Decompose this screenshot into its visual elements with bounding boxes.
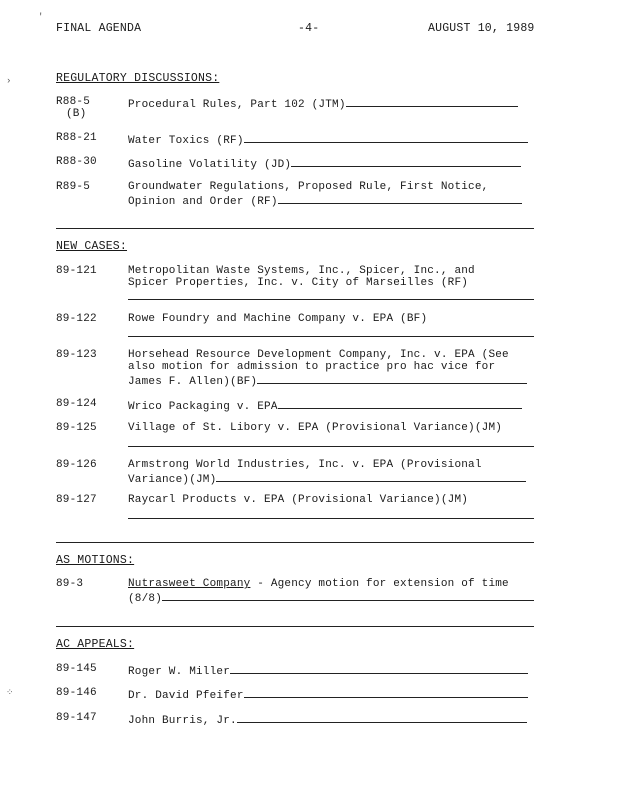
agenda-item — [128, 422, 502, 434]
signature-line — [128, 446, 534, 447]
item-text: Variance)(JM) — [128, 474, 217, 486]
item-number: 89-127 — [56, 494, 97, 506]
header-title: FINAL AGENDA — [56, 22, 142, 35]
section-title-as-motions: AS MOTIONS: — [56, 554, 135, 567]
item-number: R88-21 — [56, 132, 97, 144]
item-number: R88-30 — [56, 156, 97, 168]
signature-line — [128, 518, 534, 519]
agenda-item — [128, 687, 528, 702]
item-text: Rowe Foundry and Machine Company v. EPA (BF) — [128, 313, 428, 325]
signature-line — [128, 336, 534, 337]
item-number: 89-123 — [56, 349, 97, 361]
signature-line — [291, 156, 521, 167]
item-text: Horsehead Resource Development Company, Inc. v. EPA (See — [128, 349, 509, 361]
item-number: 89-145 — [56, 663, 97, 675]
signature-line — [237, 712, 527, 723]
item-number: 89-122 — [56, 313, 97, 325]
item-text-underlined: Nutrasweet Company — [128, 578, 251, 590]
scan-speck: › — [6, 76, 12, 86]
agenda-item — [128, 459, 526, 486]
item-text: Groundwater Regulations, Proposed Rule, First Notice, — [128, 181, 489, 193]
scan-speck: ' — [38, 12, 44, 22]
item-number: 89-126 — [56, 459, 97, 471]
signature-line — [244, 687, 528, 698]
agenda-item — [128, 663, 528, 678]
section-title-regulatory: REGULATORY DISCUSSIONS: — [56, 72, 220, 85]
item-text: John Burris, Jr. — [128, 715, 237, 727]
signature-line — [216, 471, 526, 482]
agenda-item — [128, 712, 527, 727]
signature-line — [278, 398, 522, 409]
agenda-item — [128, 349, 527, 388]
item-number: 89-121 — [56, 265, 97, 277]
item-text: Roger W. Miller — [128, 666, 231, 678]
agenda-item — [128, 265, 475, 289]
item-number: R89-5 — [56, 181, 91, 193]
divider — [56, 626, 534, 627]
item-text: Opinion and Order (RF) — [128, 196, 278, 208]
section-title-new-cases: NEW CASES: — [56, 240, 128, 253]
agenda-item — [128, 313, 427, 325]
item-number: 89-3 — [56, 578, 84, 590]
agenda-item — [128, 398, 522, 413]
agenda-item — [128, 96, 518, 111]
item-text: - Agency motion for extension of time — [250, 578, 509, 590]
item-text: Spicer Properties, Inc. v. City of Marseilles (RF) — [128, 277, 469, 289]
agenda-item — [128, 132, 528, 147]
divider — [56, 228, 534, 229]
signature-line — [128, 299, 534, 300]
item-text: Procedural Rules, Part 102 (JTM) — [128, 99, 346, 111]
signature-line — [257, 373, 527, 384]
item-number-sub: (B) — [66, 108, 87, 120]
page-number: -4- — [298, 22, 320, 35]
agenda-item — [128, 578, 534, 605]
signature-line — [162, 590, 534, 601]
item-text: Gasoline Volatility (JD) — [128, 159, 292, 171]
agenda-item — [128, 156, 521, 171]
signature-line — [230, 663, 528, 674]
item-text: Water Toxics (RF) — [128, 135, 244, 147]
item-text: (8/8) — [128, 593, 163, 605]
item-text: also motion for admission to practice pro hac vice for — [128, 361, 496, 373]
item-text: Village of St. Libory v. EPA (Provisional Variance)(JM) — [128, 422, 503, 434]
agenda-item — [128, 181, 522, 208]
item-number: 89-124 — [56, 398, 97, 410]
item-text: Armstrong World Industries, Inc. v. EPA (Provisional — [128, 459, 482, 471]
item-text: Wrico Packaging v. EPA — [128, 401, 278, 413]
agenda-item — [128, 494, 468, 506]
item-number: 89-146 — [56, 687, 97, 699]
item-text: Dr. David Pfeifer — [128, 690, 244, 702]
item-text: Metropolitan Waste Systems, Inc., Spicer, Inc., and — [128, 265, 475, 277]
item-number: 89-147 — [56, 712, 97, 724]
item-text: Raycarl Products v. EPA (Provisional Variance)(JM) — [128, 494, 469, 506]
item-text: James F. Allen)(BF) — [128, 376, 258, 388]
header-date: AUGUST 10, 1989 — [428, 22, 535, 35]
signature-line — [244, 132, 528, 143]
scan-speck: ⁘ — [6, 688, 14, 698]
item-number: 89-125 — [56, 422, 97, 434]
signature-line — [278, 193, 522, 204]
item-number: R88-5 — [56, 96, 91, 108]
signature-line — [346, 96, 518, 107]
section-title-ac-appeals: AC APPEALS: — [56, 638, 135, 651]
divider — [56, 542, 534, 543]
